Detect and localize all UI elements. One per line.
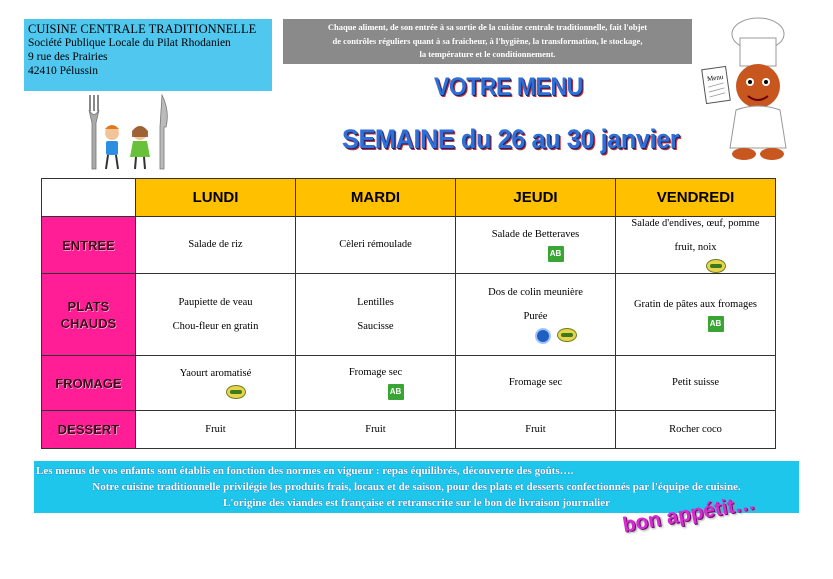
footer-line-2: Notre cuisine traditionnelle privilégie les produits frais, locaux et de saison, pour des plats et desserts confectionnés par l'équipe de cuisine. — [92, 481, 741, 493]
weekly-menu-table — [41, 178, 776, 449]
menu-cell-monday — [136, 217, 296, 274]
chef-mascot-illustration — [698, 12, 808, 162]
menu-cell-friday — [616, 356, 776, 411]
day-header-friday: VENDREDI — [616, 179, 776, 217]
control-notice-line-2: de contrôles réguliers quant à sa fraicheur, à l'hygiène, la transformation, le stockage, — [332, 35, 643, 46]
row-label — [42, 274, 136, 356]
local-produce-icon — [706, 259, 726, 273]
row-label — [42, 356, 136, 411]
menu-cell-friday — [616, 217, 776, 274]
dish-text: Saucisse — [357, 320, 394, 332]
dish-text: Lentilles — [357, 296, 394, 308]
menu-cell-tuesday — [296, 411, 456, 449]
address-line-4: 42410 Pélussin — [28, 65, 98, 77]
chef-hat-icon — [732, 18, 784, 66]
day-header-thursday: JEUDI — [456, 179, 616, 217]
menu-cell-tuesday — [296, 356, 456, 411]
organic-ab-icon: AB — [388, 384, 404, 400]
footer-line-3: L'origine des viandes est française et retranscrite sur le bon de livraison journalier — [223, 497, 610, 509]
dish-text: Gratin de pâtes aux fromages — [633, 298, 758, 310]
knife-icon — [160, 95, 167, 169]
dish-text: Fruit — [365, 423, 386, 435]
control-notice-line-3: la température et le conditionnement. — [419, 49, 556, 59]
row-label-text: DESSERT — [57, 422, 120, 437]
footer-line-1: Les menus de vos enfants sont établis en fonction des normes en vigueur : repas équilibrés, découverte des goûts…. — [36, 465, 574, 477]
dish-text: Salade d'endives, œuf, pomme — [631, 218, 760, 229]
table-row — [42, 411, 776, 449]
menu-cell-thursday — [456, 411, 616, 449]
menu-cell-monday — [136, 411, 296, 449]
menu-cell-friday — [616, 274, 776, 356]
organic-ab-icon: AB — [548, 246, 564, 262]
dish-text: Fromage sec — [508, 377, 563, 388]
dish-text: Paupiette de veau — [178, 296, 253, 308]
menu-cell-friday — [616, 411, 776, 449]
dish-text: fruit, noix — [674, 242, 717, 253]
bon-appetit-closing: bon appétit… — [620, 491, 757, 538]
dish-text: Chou-fleur en gratin — [172, 320, 259, 332]
dish-text: Purée — [523, 310, 548, 322]
chef-jacket — [730, 106, 786, 148]
menu-cell-monday — [136, 274, 296, 356]
row-label-text: CHAUDS — [60, 315, 117, 331]
organic-ab-icon: AB — [708, 316, 724, 332]
row-label-text: PLATS — [67, 298, 110, 314]
address-line-3: 9 rue des Prairies — [28, 51, 108, 63]
menu-cell-thursday — [456, 356, 616, 411]
day-header-tuesday: MARDI — [296, 179, 456, 217]
dish-text: Dos de colin meunière — [488, 286, 583, 298]
row-label — [42, 217, 136, 274]
child-girl-icon — [130, 126, 150, 169]
address-line-2: Société Publique Locale du Pilat Rhodanien — [28, 37, 231, 49]
table-row — [42, 217, 776, 274]
row-label — [42, 411, 136, 449]
address-line-1: CUISINE CENTRALE TRADITIONNELLE — [28, 22, 257, 36]
menu-cell-thursday — [456, 274, 616, 356]
menu-cell-monday — [136, 356, 296, 411]
dish-text: Petit suisse — [672, 377, 719, 388]
control-notice-line-1: Chaque aliment, de son entrée à sa sortie de la cuisine centrale traditionnelle, fait l'objet — [327, 22, 648, 32]
dish-text: Salade de riz — [188, 239, 243, 250]
dish-text: Rocher coco — [669, 423, 722, 435]
row-label-text: ENTREE — [62, 237, 115, 253]
table-row — [42, 356, 776, 411]
address-block — [24, 19, 272, 91]
dish-text: Fromage sec — [348, 367, 403, 378]
menu-cell-thursday — [456, 217, 616, 274]
quality-label-icon — [535, 328, 551, 344]
dish-text: Fruit — [525, 423, 546, 435]
local-produce-icon — [226, 385, 246, 399]
corner-cell — [42, 179, 136, 217]
local-produce-icon — [557, 328, 577, 342]
day-header-monday: LUNDI — [136, 179, 296, 217]
menu-title: VOTRE MENU — [434, 73, 583, 101]
dish-text: Cèleri rémoulade — [339, 239, 412, 250]
dish-text: Yaourt aromatisé — [179, 368, 252, 379]
table-row — [42, 274, 776, 356]
fork-icon — [89, 95, 99, 169]
control-notice — [283, 19, 692, 64]
child-boy-icon — [105, 125, 119, 169]
cutlery-children-illustration — [70, 93, 180, 173]
menu-cell-tuesday — [296, 274, 456, 356]
dish-text: Salade de Betteraves — [491, 229, 580, 240]
row-label-text: FROMAGE — [55, 375, 122, 391]
menu-cell-tuesday — [296, 217, 456, 274]
menu-card-icon — [702, 66, 730, 103]
chef-face — [736, 64, 780, 108]
day-header-row — [42, 179, 776, 217]
week-subtitle: SEMAINE du 26 au 30 janvier — [342, 124, 680, 154]
chef-sign-text: Menu — [706, 72, 724, 84]
dish-text: Fruit — [205, 423, 226, 435]
